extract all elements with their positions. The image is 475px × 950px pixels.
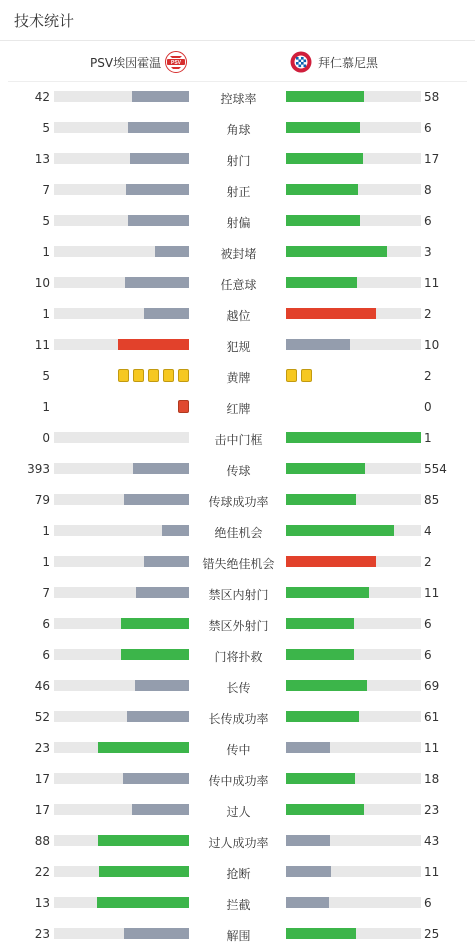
home-bar-track — [54, 773, 189, 784]
home-value: 79 — [34, 493, 50, 507]
away-value: 6 — [424, 648, 432, 662]
stat-row — [0, 174, 475, 205]
away-bar-fill — [286, 618, 354, 629]
home-bar-fill — [132, 91, 189, 102]
away-bar-fill — [286, 587, 369, 598]
stat-label: 击中门框 — [214, 433, 263, 447]
home-cards — [118, 369, 189, 382]
home-bar-fill — [130, 153, 189, 164]
away-value: 11 — [424, 586, 440, 600]
stat-row — [0, 422, 475, 453]
yellow-card-icon — [118, 369, 129, 382]
yellow-card-icon — [301, 369, 312, 382]
home-bar-track — [54, 680, 189, 691]
home-value: 1 — [42, 307, 50, 321]
red-card-icon — [178, 400, 189, 413]
away-bar-fill — [286, 835, 330, 846]
stat-row — [0, 205, 475, 236]
home-bar-track — [54, 804, 189, 815]
away-value: 3 — [424, 245, 432, 259]
away-bar-fill — [286, 91, 364, 102]
home-value: 6 — [42, 617, 50, 631]
home-bar-fill — [127, 711, 189, 722]
away-bar-fill — [286, 339, 350, 350]
home-bar-fill — [118, 339, 189, 350]
home-bar-track — [54, 122, 189, 133]
stat-label: 绝佳机会 — [214, 526, 263, 540]
away-bar-fill — [286, 308, 376, 319]
away-bar-fill — [286, 649, 354, 660]
stat-label: 被封堵 — [220, 247, 257, 261]
away-bar-fill — [286, 711, 359, 722]
home-bar-track — [54, 494, 189, 505]
away-value: 69 — [424, 679, 440, 693]
away-bar-track — [286, 122, 421, 133]
away-bar-track — [286, 897, 421, 908]
home-cards — [178, 400, 189, 413]
home-bar-track — [54, 866, 189, 877]
stat-row — [0, 298, 475, 329]
home-value: 17 — [34, 772, 50, 786]
away-bar-track — [286, 525, 421, 536]
away-bar-fill — [286, 742, 330, 753]
away-bar-fill — [286, 680, 367, 691]
stat-row — [0, 267, 475, 298]
away-bar-track — [286, 494, 421, 505]
away-cards — [286, 369, 312, 382]
away-bar-track — [286, 91, 421, 102]
stat-label: 长传 — [226, 681, 251, 695]
bayern-logo-icon — [290, 51, 312, 73]
yellow-card-icon — [178, 369, 189, 382]
home-bar-track — [54, 649, 189, 660]
away-bar-track — [286, 649, 421, 660]
away-bar-track — [286, 928, 421, 939]
away-bar-track — [286, 711, 421, 722]
stat-row — [0, 546, 475, 577]
home-value: 1 — [42, 555, 50, 569]
home-bar-track — [54, 339, 189, 350]
home-value: 393 — [27, 462, 50, 476]
stat-row — [0, 391, 475, 422]
home-bar-track — [54, 587, 189, 598]
home-value: 10 — [34, 276, 50, 290]
away-value: 554 — [424, 462, 447, 476]
away-value: 2 — [424, 555, 432, 569]
home-value: 5 — [42, 369, 50, 383]
home-bar-fill — [128, 122, 189, 133]
home-bar-track — [54, 246, 189, 257]
stat-row — [0, 112, 475, 143]
home-bar-fill — [162, 525, 189, 536]
home-bar-fill — [136, 587, 189, 598]
away-bar-track — [286, 556, 421, 567]
stat-label: 错失绝佳机会 — [202, 557, 275, 571]
yellow-card-icon — [148, 369, 159, 382]
home-bar-fill — [97, 897, 189, 908]
away-bar-fill — [286, 804, 364, 815]
home-bar-fill — [125, 277, 189, 288]
home-value: 13 — [34, 896, 50, 910]
away-bar-track — [286, 835, 421, 846]
home-value: 7 — [42, 183, 50, 197]
home-bar-track — [54, 556, 189, 567]
home-bar-track — [54, 184, 189, 195]
home-bar-fill — [124, 494, 189, 505]
home-bar-fill — [128, 215, 189, 226]
away-value: 11 — [424, 741, 440, 755]
home-value: 5 — [42, 121, 50, 135]
away-value: 2 — [424, 369, 432, 383]
stat-row — [0, 143, 475, 174]
stat-row — [0, 577, 475, 608]
away-bar-fill — [286, 556, 376, 567]
stat-label: 角球 — [226, 123, 251, 137]
home-bar-fill — [155, 246, 189, 257]
away-bar-fill — [286, 866, 331, 877]
away-bar-track — [286, 587, 421, 598]
away-bar-track — [286, 308, 421, 319]
home-bar-fill — [123, 773, 189, 784]
home-bar-track — [54, 928, 189, 939]
stat-label: 抢断 — [226, 867, 251, 881]
home-bar-track — [54, 277, 189, 288]
stat-label: 传中 — [226, 743, 251, 757]
home-bar-track — [54, 742, 189, 753]
yellow-card-icon — [286, 369, 297, 382]
home-bar-fill — [98, 742, 189, 753]
away-bar-fill — [286, 122, 360, 133]
home-bar-track — [54, 463, 189, 474]
home-value: 23 — [34, 741, 50, 755]
away-value: 6 — [424, 617, 432, 631]
svg-text:PSV: PSV — [171, 60, 182, 66]
away-value: 43 — [424, 834, 440, 848]
stat-label: 黄牌 — [226, 371, 251, 385]
away-bar-fill — [286, 215, 360, 226]
home-bar-fill — [144, 556, 189, 567]
stat-row — [0, 515, 475, 546]
home-bar-fill — [144, 308, 189, 319]
stat-label: 红牌 — [226, 402, 251, 416]
home-team-name: PSV埃因霍温 — [90, 55, 162, 70]
away-value: 6 — [424, 896, 432, 910]
psv-logo-icon — [165, 51, 187, 73]
away-value: 4 — [424, 524, 432, 538]
stat-row — [0, 329, 475, 360]
team-header — [8, 41, 467, 82]
away-value: 17 — [424, 152, 440, 166]
stat-label: 越位 — [226, 309, 251, 323]
stat-row — [0, 825, 475, 856]
home-bar-fill — [126, 184, 189, 195]
away-value: 1 — [424, 431, 432, 445]
home-bar-track — [54, 897, 189, 908]
home-value: 1 — [42, 245, 50, 259]
stat-row — [0, 794, 475, 825]
home-bar-fill — [121, 618, 189, 629]
away-value: 11 — [424, 865, 440, 879]
away-value: 6 — [424, 121, 432, 135]
stat-label: 传中成功率 — [208, 774, 269, 788]
away-value: 18 — [424, 772, 440, 786]
away-value: 10 — [424, 338, 440, 352]
stat-label: 解围 — [226, 929, 251, 943]
stat-label: 射偏 — [226, 216, 251, 230]
home-bar-fill — [133, 463, 189, 474]
stat-row — [0, 856, 475, 887]
away-bar-track — [286, 618, 421, 629]
header-bar — [0, 0, 475, 41]
home-bar-track — [54, 711, 189, 722]
home-bar-track — [54, 308, 189, 319]
home-bar-fill — [99, 866, 189, 877]
home-value: 0 — [42, 431, 50, 445]
home-bar-track — [54, 618, 189, 629]
home-bar-fill — [121, 649, 189, 660]
home-team[interactable] — [90, 50, 187, 74]
stat-row — [0, 732, 475, 763]
away-team[interactable] — [290, 50, 378, 74]
away-bar-track — [286, 773, 421, 784]
away-bar-track — [286, 184, 421, 195]
stat-label: 拦截 — [226, 898, 251, 912]
away-bar-fill — [286, 928, 356, 939]
stat-row — [0, 453, 475, 484]
away-bar-track — [286, 153, 421, 164]
home-value: 5 — [42, 214, 50, 228]
stat-row — [0, 81, 475, 112]
away-value: 85 — [424, 493, 440, 507]
away-bar-track — [286, 680, 421, 691]
stat-label: 长传成功率 — [208, 712, 269, 726]
stat-label: 任意球 — [220, 278, 257, 292]
away-value: 2 — [424, 307, 432, 321]
home-value: 6 — [42, 648, 50, 662]
stat-row — [0, 608, 475, 639]
home-value: 88 — [34, 834, 50, 848]
home-value: 1 — [42, 524, 50, 538]
stat-label: 过人成功率 — [208, 836, 269, 850]
home-value: 22 — [34, 865, 50, 879]
away-team-name: 拜仁慕尼黑 — [318, 55, 379, 70]
stat-row — [0, 360, 475, 391]
away-bar-track — [286, 804, 421, 815]
away-bar-fill — [286, 277, 357, 288]
home-value: 52 — [34, 710, 50, 724]
away-value: 25 — [424, 927, 440, 941]
home-bar-fill — [135, 680, 189, 691]
away-value: 0 — [424, 400, 432, 414]
stat-label: 射正 — [226, 185, 251, 199]
home-value: 11 — [34, 338, 50, 352]
away-value: 61 — [424, 710, 440, 724]
home-bar-track — [54, 153, 189, 164]
away-bar-track — [286, 866, 421, 877]
page-title: 技术统计 — [14, 12, 75, 30]
stat-label: 过人 — [226, 805, 251, 819]
home-value: 17 — [34, 803, 50, 817]
stat-row — [0, 918, 475, 949]
home-bar-track — [54, 215, 189, 226]
home-bar-track — [54, 432, 189, 443]
stat-label: 门将扑救 — [214, 650, 263, 664]
away-bar-track — [286, 432, 421, 443]
away-value: 8 — [424, 183, 432, 197]
home-bar-fill — [124, 928, 189, 939]
stat-row — [0, 887, 475, 918]
away-value: 58 — [424, 90, 440, 104]
away-bar-fill — [286, 463, 365, 474]
away-value: 23 — [424, 803, 440, 817]
stat-label: 控球率 — [220, 92, 257, 106]
away-bar-fill — [286, 153, 363, 164]
home-value: 7 — [42, 586, 50, 600]
home-bar-fill — [98, 835, 189, 846]
away-value: 6 — [424, 214, 432, 228]
away-bar-fill — [286, 184, 358, 195]
home-value: 23 — [34, 927, 50, 941]
away-bar-track — [286, 742, 421, 753]
home-value: 42 — [34, 90, 50, 104]
away-bar-fill — [286, 432, 421, 443]
home-value: 46 — [34, 679, 50, 693]
away-bar-track — [286, 246, 421, 257]
away-bar-track — [286, 339, 421, 350]
stat-row — [0, 763, 475, 794]
home-bar-fill — [132, 804, 189, 815]
stat-row — [0, 670, 475, 701]
home-value: 1 — [42, 400, 50, 414]
stat-row — [0, 701, 475, 732]
yellow-card-icon — [133, 369, 144, 382]
home-value: 13 — [34, 152, 50, 166]
away-bar-track — [286, 277, 421, 288]
away-bar-track — [286, 215, 421, 226]
stat-label: 犯规 — [226, 340, 251, 354]
stat-label: 传球成功率 — [208, 495, 269, 509]
stat-row — [0, 484, 475, 515]
home-bar-track — [54, 91, 189, 102]
stat-label: 禁区外射门 — [208, 619, 269, 633]
home-bar-track — [54, 835, 189, 846]
stat-label: 射门 — [226, 154, 251, 168]
stat-row — [0, 639, 475, 670]
away-bar-track — [286, 463, 421, 474]
stat-label: 传球 — [226, 464, 251, 478]
away-bar-fill — [286, 773, 355, 784]
away-value: 11 — [424, 276, 440, 290]
away-bar-fill — [286, 897, 329, 908]
home-bar-track — [54, 525, 189, 536]
away-bar-fill — [286, 494, 356, 505]
away-bar-fill — [286, 525, 394, 536]
stat-label: 禁区内射门 — [208, 588, 269, 602]
away-bar-fill — [286, 246, 387, 257]
stat-row — [0, 236, 475, 267]
yellow-card-icon — [163, 369, 174, 382]
